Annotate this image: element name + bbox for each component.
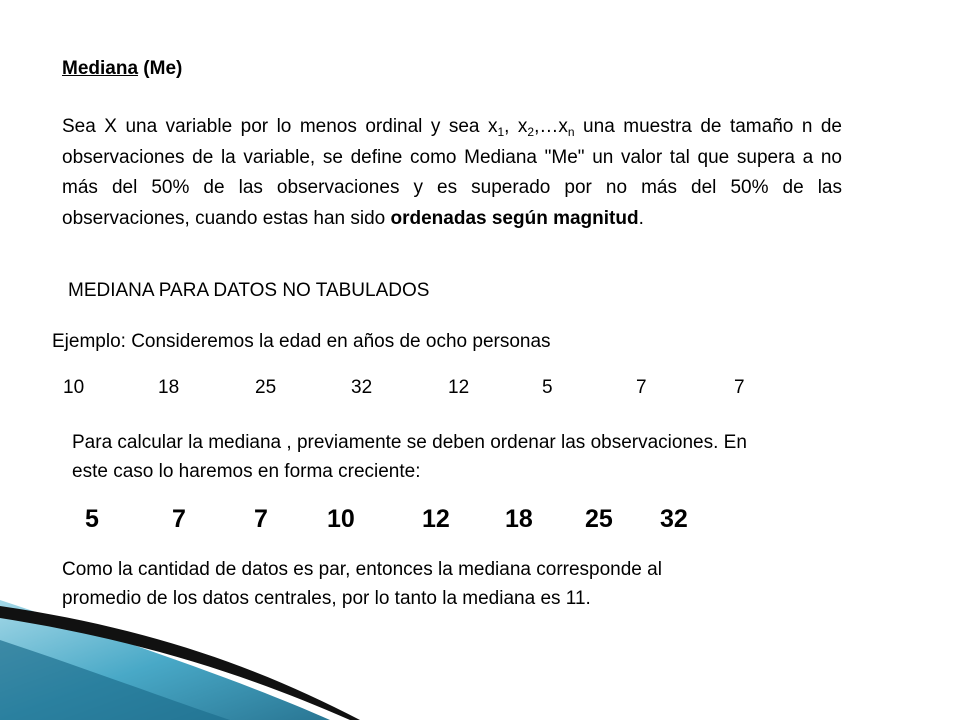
raw-value: 7 bbox=[734, 377, 745, 398]
ordering-explanation: Para calcular la mediana , previamente se deben ordenar las observaciones. En este caso lo haremos en forma creciente: bbox=[72, 432, 747, 482]
sorted-value: 12 bbox=[422, 505, 450, 533]
sorted-values-row bbox=[0, 505, 960, 537]
sorted-value: 7 bbox=[254, 505, 268, 533]
sorted-value: 18 bbox=[505, 505, 533, 533]
definition-text-1: Sea X una variable por lo menos ordinal y sea x bbox=[62, 116, 498, 137]
definition-sep-2: ,…x bbox=[534, 116, 568, 137]
section-title bbox=[62, 58, 182, 80]
raw-value: 7 bbox=[636, 377, 647, 398]
raw-value: 12 bbox=[448, 377, 470, 398]
sorted-value: 25 bbox=[585, 505, 613, 533]
subscript-n: n bbox=[567, 125, 575, 139]
raw-value: 18 bbox=[158, 377, 180, 398]
title-term: Mediana bbox=[62, 58, 139, 79]
subscript-2: 2 bbox=[527, 125, 535, 139]
conclusion-paragraph: Como la cantidad de datos es par, entonces la mediana corresponde al promedio de los datos centrales, por lo tanto la mediana es 11. bbox=[62, 559, 662, 609]
sorted-value: 5 bbox=[85, 505, 99, 533]
definition-paragraph bbox=[62, 112, 842, 234]
sorted-value: 7 bbox=[172, 505, 186, 533]
definition-sep-1: , x bbox=[504, 116, 528, 137]
subscript-1: 1 bbox=[497, 125, 505, 139]
example-text: Ejemplo: Consideremos la edad en años de ocho personas bbox=[52, 331, 551, 352]
definition-end: . bbox=[638, 207, 644, 229]
raw-value: 25 bbox=[255, 377, 277, 398]
definition-bold: ordenadas según magnitud bbox=[390, 207, 639, 229]
raw-value: 5 bbox=[542, 377, 553, 398]
raw-value: 32 bbox=[351, 377, 373, 398]
definition-text-2: una muestra de tamaño n de observaciones de la variable, se define como Mediana "Me" un valor tal que supera a no más del 50% de las observaciones y es superado por no más del 50% de las observaciones, cuando estas han sido bbox=[62, 116, 843, 229]
sorted-value: 32 bbox=[660, 505, 688, 533]
raw-value: 10 bbox=[63, 377, 85, 398]
sorted-value: 10 bbox=[327, 505, 355, 533]
title-abbr: (Me) bbox=[138, 58, 183, 79]
subheading: MEDIANA PARA DATOS NO TABULADOS bbox=[68, 280, 430, 301]
raw-values-row bbox=[0, 377, 960, 403]
